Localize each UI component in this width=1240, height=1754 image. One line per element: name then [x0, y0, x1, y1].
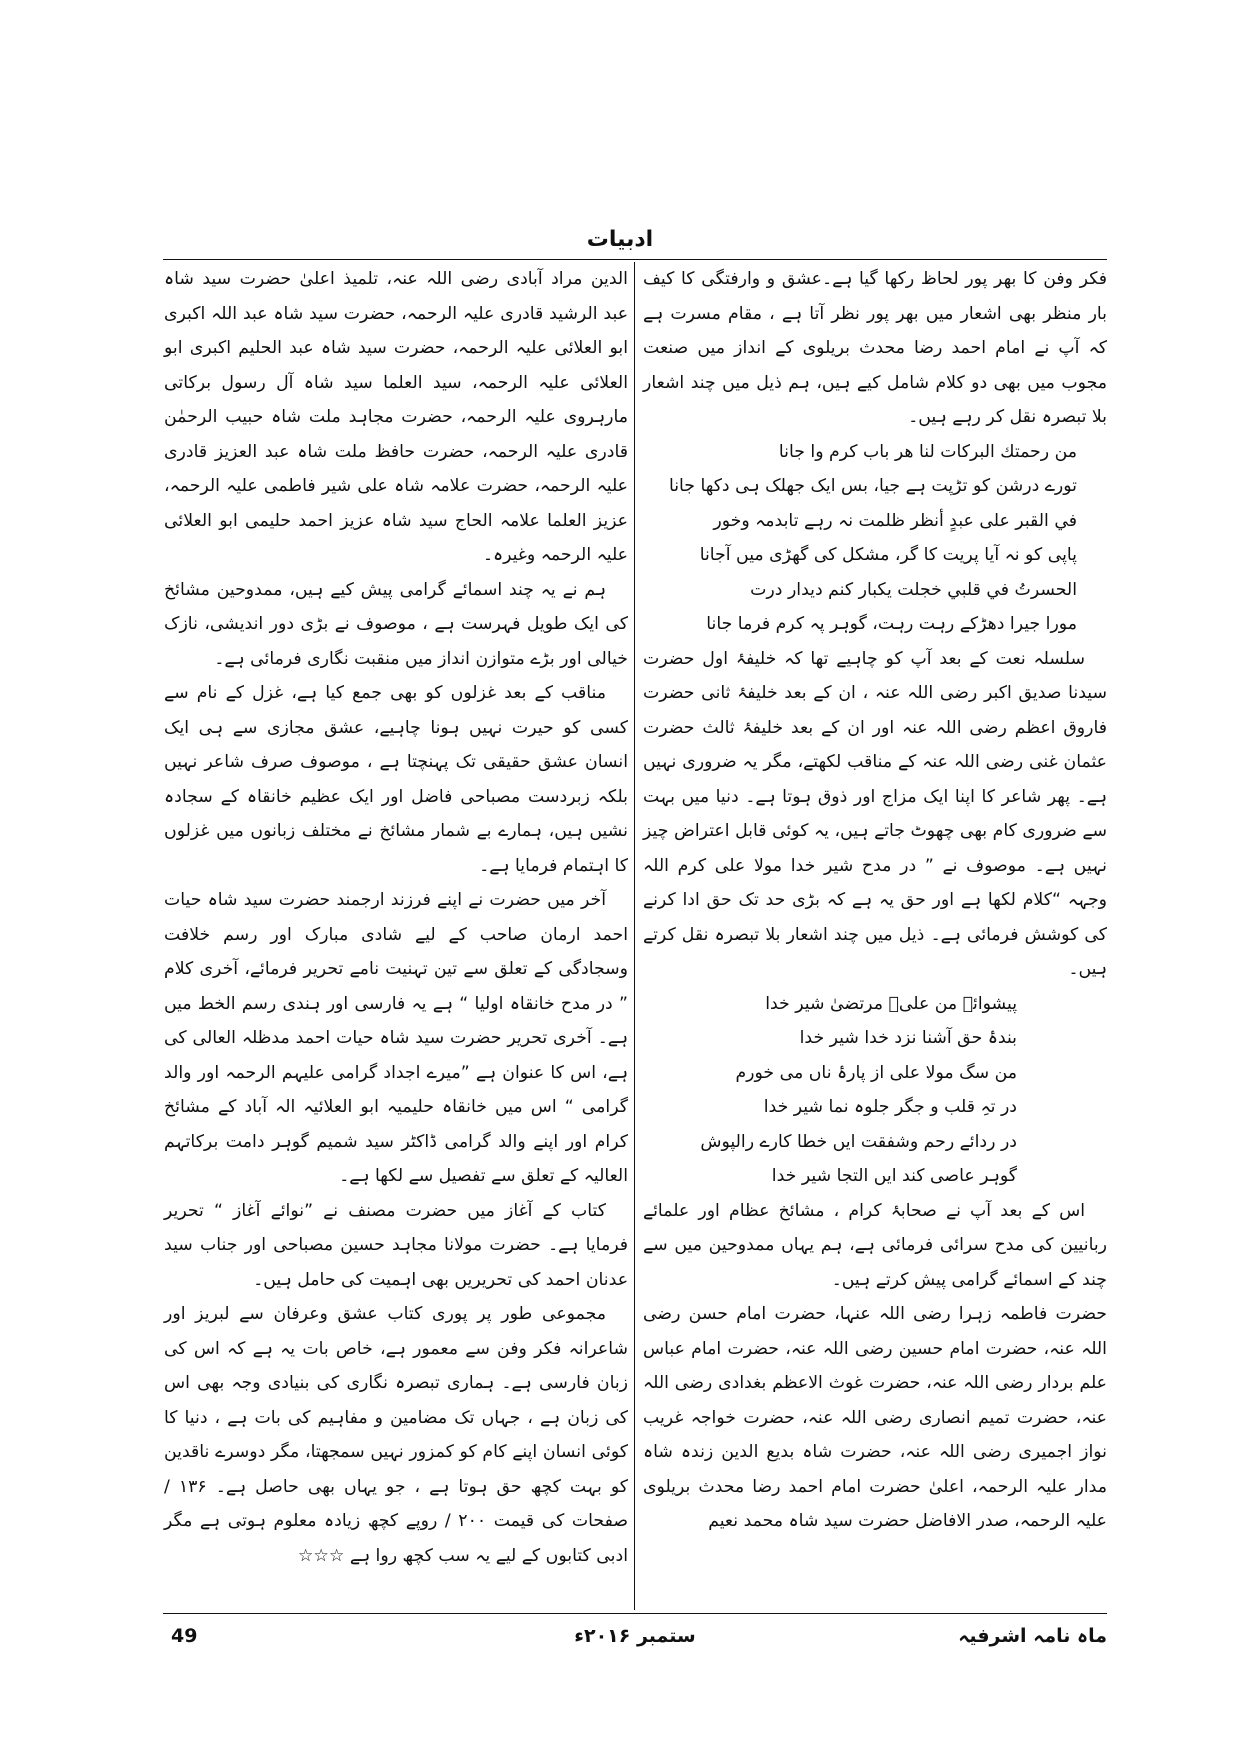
- magazine-name: ماہ نامہ اشرفیہ: [958, 1625, 1107, 1647]
- body-paragraph: الدین مراد آبادی رضی اللہ عنہ، تلمیذ اعلیٰ حضرت سید شاہ عبد الرشید قادری علیہ الرحمہ، حضرت سید شاہ عبد اللہ اکبری ابو العلائی علیہ الرحمہ، حضرت سید شاہ عبد الحلیم اکبری ابو العلائی علیہ الرحمہ، سید العلما سید شاہ آل رسول برکاتی مارہروی علیہ الرحمہ، حضرت مجاہد ملت شاہ حبیب الرحمٰن قادری علیہ الرحمہ، حضرت حافظ ملت شاہ عبد العزیز قادری علیہ الرحمہ، حضرت علامہ شاہ علی شیر فاطمی علیہ الرحمہ، عزیز العلما علامہ الحاج سید شاہ عزیز احمد حلیمی ابو العلائی علیہ الرحمہ وغیرہ۔: [164, 269, 628, 565]
- verse-line: بندۂ حق آشنا نزد خدا شیر خدا: [799, 1028, 1017, 1048]
- verse-line: در ردائے رحم وشفقت ایں خطا کارے رالپوش: [700, 1131, 1017, 1152]
- left-column: [164, 262, 628, 1573]
- verse-line: في القبر على عبدٍ أنظر ظلمت نہ رہے تابدمہ وخور: [713, 510, 1077, 531]
- verse-line: الحسرتُ في قلبي خجلت یکبار کنم دیدار درت: [750, 579, 1077, 600]
- body-paragraph: اس کے بعد آپ نے صحابۂ کرام ، مشائخ عظام اور علمائے ربانیین کی مدح سرائی فرمائی ہے، ہم یہاں ممدوحین میں سے چند کے اسمائے گرامی پیش کرتے ہیں۔: [643, 1200, 1107, 1290]
- intro-paragraph: فکر وفن کا بھر پور لحاظ رکھا گیا ہے۔عشق و وارفتگی کا کیف بار منظر بھی اشعار میں بھر پور نظر آتا ہے ، مقام مسرت ہے کہ آپ نے امام احمد رضا محدث بریلوی کے انداز میں صنعت مجوب میں بھی دو کلام شامل کیے ہیں، ہم ذیل میں چند اشعار بلا تبصرہ نقل کر رہے ہیں۔: [643, 269, 1107, 427]
- verse-line: تورے درشن کو تڑپت ہے جیا، بس ایک جھلک ہی دکھا جانا: [668, 476, 1077, 496]
- verse-line: پاپی کو نہ آیا پریت کا گر، مشکل کی گھڑی میں آجانا: [699, 545, 1077, 565]
- verse-line: گوہر عاصی کند ایں التجا شیر خدا: [771, 1166, 1017, 1186]
- verse-line: من سگ مولا علی از پارۂ ناں می خورم: [735, 1062, 1017, 1083]
- body-paragraph: سلسلہ نعت کے بعد آپ کو چاہیے تھا کہ خلیفۂ اول حضرت سیدنا صدیق اکبر رضی اللہ عنہ ، ان کے بعد خلیفۂ ثانی حضرت فاروق اعظم رضی اللہ عنہ اور ان کے بعد خلیفۂ ثالث حضرت عثمان غنی رضی اللہ عنہ کے مناقب لکھتے، مگر یہ ضروری نہیں ہے۔ پھر شاعر کا اپنا ایک مزاج اور ذوق ہوتا ہے۔ دنیا میں بہت سے ضروری کام بھی چھوٹ جاتے ہیں، یہ کوئی قابل اعتراض چیز نہیں ہے۔ موصوف نے ” در مدح شیر خدا مولا علی کرم اللہ وجہہ “کلام لکھا ہے اور حق یہ ہے کہ بڑی حد تک حق ادا کرنے کی کوشش فرمائی ہے۔ ذیل میں چند اشعار بلا تبصرہ نقل کرتے ہیں۔: [643, 648, 1107, 979]
- body-paragraph: مجموعی طور پر پوری کتاب عشق وعرفان سے لبریز اور شاعرانہ فکر وفن سے معمور ہے، خاص بات یہ ہے کہ اس کی زبان فارسی ہے۔ ہماری تبصرہ نگاری کی بنیادی وجہ بھی اس کی زبان ہے ، جہاں تک مضامین و مفاہیم کی بات ہے ، دنیا کا کوئی انسان اپنے کام کو کمزور نہیں سمجھتا، مگر دوسرے ناقدین کو بہت کچھ حق ہوتا ہے ، جو یہاں بھی حاصل ہے۔ ۱۳۶ / صفحات کی قیمت ۲۰۰ / روپے کچھ زیادہ معلوم ہوتی ہے مگر ادبی کتابوں کے لیے یہ سب کچھ روا ہے ☆☆☆: [164, 1304, 628, 1566]
- right-column: [643, 262, 1107, 1539]
- verse-line: مورا جیرا دھڑکے رہت رہت، گوہر پہ کرم فرما جانا: [706, 614, 1077, 634]
- body-paragraph: آخر میں حضرت نے اپنے فرزند ارجمند حضرت سید شاہ حیات احمد ارمان صاحب کے لیے شادی مبارک اور رسم خلافت وسجادگی کے تعلق سے تین تہنیت نامے تحریر فرمائے، آخری کلام ” در مدح خانقاہ اولیا “ ہے یہ فارسی اور ہندی رسم الخط میں ہے۔ آخری تحریر حضرت سید شاہ حیات احمد مدظلہ العالی کی ہے، اس کا عنوان ہے ”میرے اجداد گرامی علیہم الرحمہ اور والد گرامی “ اس میں خانقاہ حلیمیہ ابو العلائیہ الہ آباد کے مشائخ کرام اور اپنے والد گرامی ڈاکٹر سید شمیم گوہر دامت برکاتہم العالیہ کے تعلق سے تفصیل سے لکھا ہے۔: [164, 890, 628, 1186]
- page-footer: [163, 1618, 1107, 1654]
- verse-line: در تہِ قلب و جگر جلوہ نما شیر خدا: [763, 1097, 1017, 1117]
- page-number: 49: [171, 1625, 198, 1647]
- verse-line: پیشوائے من علیؑ مرتضیٰ شیر خدا: [765, 993, 1017, 1014]
- body-paragraph: مناقب کے بعد غزلوں کو بھی جمع کیا ہے، غزل کے نام سے کسی کو حیرت نہیں ہونا چاہیے، عشق مجازی سے ہی ایک انسان عشق حقیقی تک پہنچتا ہے ، موصوف صرف شاعر نہیں بلکہ زبردست مصباحی فاضل اور ایک عظیم خانقاہ کے سجادہ نشیں ہیں، ہمارے بے شمار مشائخ نے مختلف زبانوں میں غزلوں کا اہتمام فرمایا ہے۔: [164, 683, 628, 876]
- verse-line: من رحمتك البركات لنا ھر باب کرم وا جانا: [778, 441, 1077, 462]
- issue-date: ستمبر ۲۰۱۶ء: [574, 1625, 696, 1647]
- column-divider: [634, 262, 635, 1610]
- body-paragraph: ہم نے یہ چند اسمائے گرامی پیش کیے ہیں، ممدوحین مشائخ کی ایک طویل فہرست ہے ، موصوف نے بڑی دور اندیشی، نازک خیالی اور بڑے متوازن انداز میں منقبت نگاری فرمائی ہے۔: [164, 579, 628, 669]
- verse-block-1: [643, 435, 1107, 642]
- section-title: ادبیات: [586, 227, 654, 252]
- verse-block-2: [643, 987, 1107, 1194]
- footer-rule: [163, 1613, 1107, 1614]
- body-paragraph: حضرت فاطمہ زہرا رضی اللہ عنہا، حضرت امام حسن رضی اللہ عنہ، حضرت امام حسین رضی اللہ عنہ، حضرت امام عباس علم بردار رضی اللہ عنہ، حضرت غوث الاعظم بغدادی رضی اللہ عنہ، حضرت تمیم انصاری رضی اللہ عنہ، حضرت خواجہ غریب نواز اجمیری رضی اللہ عنہ، حضرت شاہ بدیع الدین زندہ شاہ مدار علیہ الرحمہ، اعلیٰ حضرت امام احمد رضا محدث بریلوی علیہ الرحمہ، صدر الافاضل حضرت سید شاہ محمد نعیم: [643, 1304, 1107, 1531]
- body-paragraph: کتاب کے آغاز میں حضرت مصنف نے ”نوائے آغاز “ تحریر فرمایا ہے۔ حضرت مولانا مجاہد حسین مصباحی اور جناب سید عدنان احمد کی تحریریں بھی اہمیت کی حامل ہیں۔: [164, 1200, 628, 1290]
- header-rule: [163, 259, 1107, 260]
